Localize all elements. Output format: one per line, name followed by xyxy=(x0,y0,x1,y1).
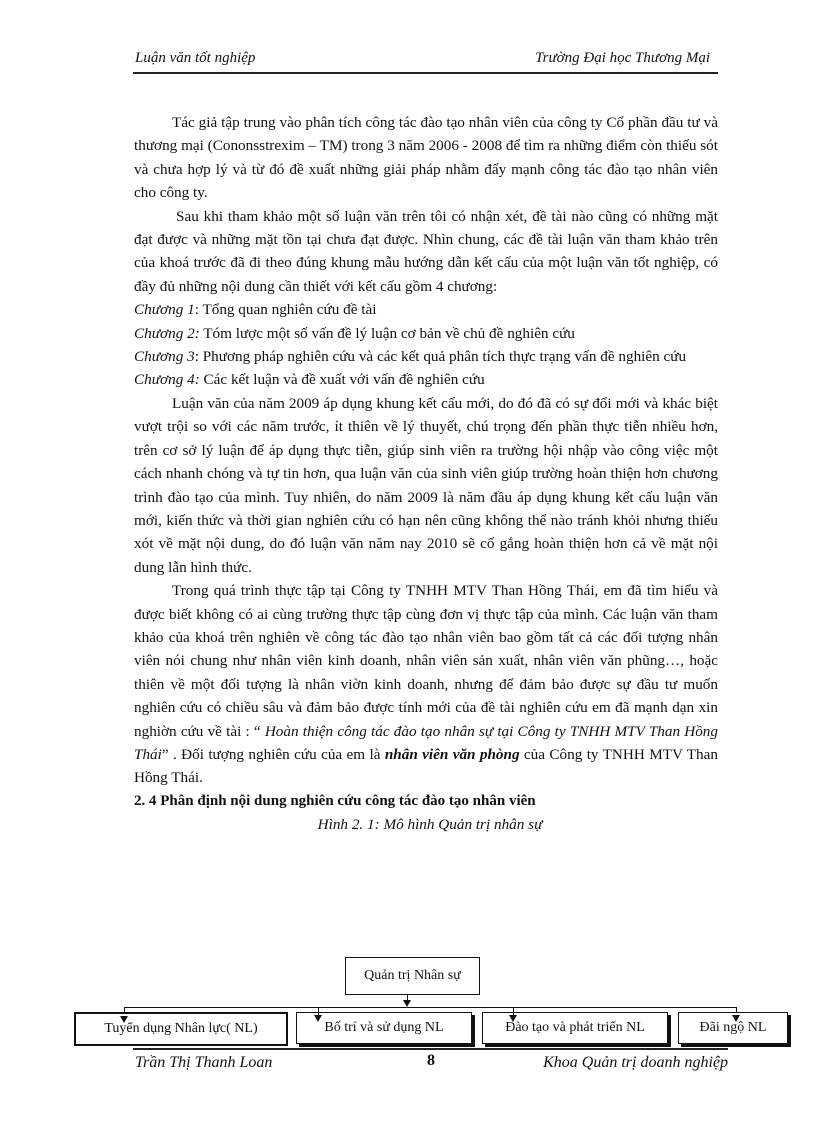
paragraph-3: Luận văn của năm 2009 áp dụng khung kết cấu mới, do đó đã có sự đổi mới và khác biệt vượt trội so với các năm trước, ít thiên về lý thuyết, chú trọng đến phần thực tiễn nhiều hơn, trên cơ sở lý luận để áp dụng thực tiễn, giúp sinh viên ra trường hội nhập vào công việc một cách nhanh chóng và tự tin hơn, qua luận văn của sinh viên giúp trường hoàn thiện hơn chương trình đào tạo của mình. Tuy nhiên, do năm 2009 là năm đầu áp dụng khung kết cấu luận văn mới, kiến thức và thời gian nghiên cứu có hạn nên cũng không thể nào tránh khỏi nhưng thiếu xót về mặt nội dung, do đó luận văn năm nay 2010 sẽ cố gắng hoàn thiện hơn cả về mặt nội dung lẫn hình thức. xyxy=(134,394,718,576)
child-box-training: Đào tạo và phát triển NL xyxy=(482,1012,668,1044)
body-text xyxy=(134,111,718,837)
page-footer xyxy=(133,1048,728,1080)
arrow-compensation-icon xyxy=(732,1015,740,1022)
chapter-4-text: Các kết luận và đề xuất với vấn đề nghiên cứu xyxy=(199,371,485,389)
paragraph-4-end: của Công ty TNHH MTV Than Hồng Thái. xyxy=(134,745,718,787)
page-number: 8 xyxy=(427,1052,435,1069)
chapter-3-line xyxy=(134,345,718,368)
paragraph-2: Sau khi tham khảo một số luận văn trên tôi có nhận xét, đề tài nào cũng có những mặt đạt được và những mặt tồn tại chưa đạt được. Nhìn chung, các đề tài luận văn tham khảo trên của khoá trước đã đi theo đúng khung mẫu hướng dẫn kết cấu của một luận văn tốt nghiệp, có đầy đủ những nội dung cần thiết với kết cấu gồm 4 chương: xyxy=(134,207,718,295)
chapter-2-label: Chương 2: xyxy=(134,324,200,342)
arrow-training-icon xyxy=(509,1015,517,1022)
chapter-3-label: Chương 3 xyxy=(134,348,195,366)
chapter-4-line xyxy=(134,368,718,391)
research-subject: nhân viên văn phòng xyxy=(384,745,520,763)
connector-horizontal xyxy=(124,1007,737,1008)
footer-faculty: Khoa Quản trị doanh nghiệp xyxy=(543,1054,728,1071)
figure-caption: Hình 2. 1: Mô hình Quản trị nhân sự xyxy=(317,816,543,834)
chapter-1-label: Chương 1 xyxy=(134,301,195,319)
header-right: Trường Đại học Thương Mại xyxy=(535,50,710,66)
page-header xyxy=(133,48,718,74)
header-left: Luận văn tốt nghiệp xyxy=(135,50,256,66)
chapter-1-line xyxy=(134,298,718,321)
chapter-4-label: Chương 4: xyxy=(134,371,200,389)
chapter-1-text: : Tổng quan nghiên cứu đề tài xyxy=(194,301,377,319)
child-box-recruitment: Tuyển dụng Nhân lực( NL) xyxy=(74,1012,288,1046)
paragraph-4-start: Trong quá trình thực tập tại Công ty TNHH MTV Than Hồng Thái, em đã tìm hiểu và được biết không có ai cùng trường thực tập cùng đơn vị thực tập của mình. Các luận văn tham khảo của khoá trên nghiên về công tác đào tạo nhân viên bao gồm tất cả các đối tượng nhân viên nói chung như nhân viên kinh doanh, nhân viên sản xuất, nhân viên văn phũng…, hoặc thiên về một đối tượng là nhân viờn kinh doanh, nhưng để đảm bảo được sự đầu tư muốn nghiên cứu có chiều sâu và đảm bảo được tính mới của đề tài nghiên cứu em đã mạnh dạn xin nghiờn cứu về tài : “ xyxy=(134,582,718,740)
section-heading: 2. 4 Phân định nội dung nghiên cứu công tác đào tạo nhân viên xyxy=(134,792,536,809)
paragraph-4 xyxy=(134,579,718,790)
chapter-3-text: : Phương pháp nghiên cứu và các kết quả phân tích thực trạng vấn đề nghiên cứu xyxy=(194,348,687,366)
paragraph-4-mid: ” . Đối tượng nghiên cứu của em là xyxy=(161,745,385,763)
footer-author: Trần Thị Thanh Loan xyxy=(135,1054,273,1071)
chapter-2-text: Tóm lược một số vấn đề lý luận cơ bản về chủ đề nghiên cứu xyxy=(199,324,575,342)
arrow-root-icon xyxy=(403,1000,411,1007)
arrow-recruitment-icon xyxy=(120,1016,128,1023)
chapter-2-line xyxy=(134,322,718,345)
child-box-placement: Bố trí và sử dụng NL xyxy=(296,1012,472,1044)
root-box: Quản trị Nhân sự xyxy=(345,957,480,995)
thesis-title: Hoàn thiện công tác đào tạo nhân sự tại Công ty TNHH MTV Than Hồng Thái xyxy=(134,722,718,763)
arrow-placement-icon xyxy=(314,1015,322,1022)
child-box-compensation: Đãi ngộ NL xyxy=(678,1012,788,1044)
paragraph-1: Tác giả tập trung vào phân tích công tác đào tạo nhân viên của công ty Cổ phần đầu tư và thương mại (Cononsstrexim – TM) trong 3 năm 2006 - 2008 để tìm ra những điểm còn thiếu sót và chưa hợp lý và từ đó đề xuất những giải pháp nhằm đẩy mạnh công tác đào tạo nhân viên cho công ty. xyxy=(134,114,718,202)
